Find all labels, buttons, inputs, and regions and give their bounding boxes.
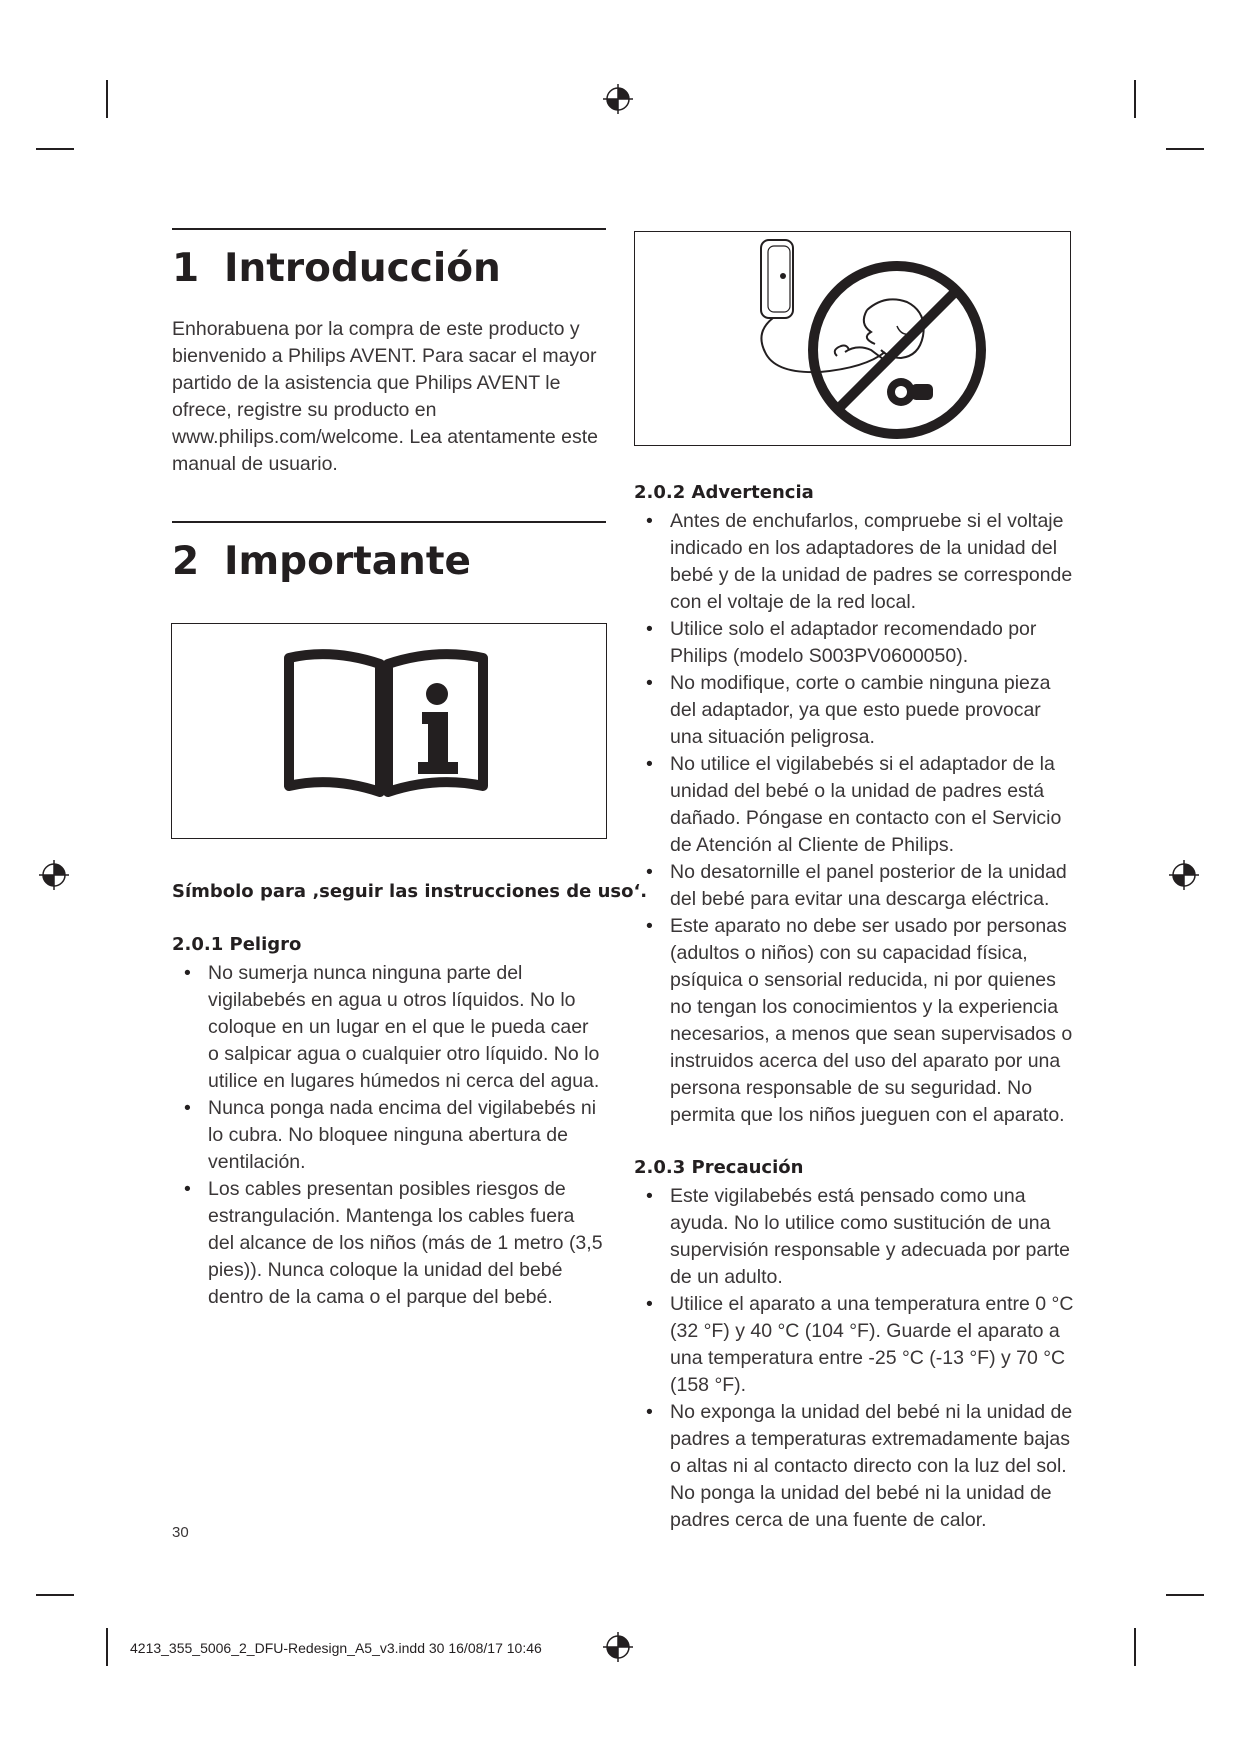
section-divider [172, 521, 606, 523]
list-item: • Este aparato no debe ser usado por personas (adultos o niños) con su capacidad física, psíquica o sensorial reducida, ni por quienes no tengan los conocimientos y la experiencia necesarios, a menos que sean supervisados o instruidos acerca del uso del aparato por una persona responsable de su seguridad. No permita que los niños jueguen con el aparato. [646, 913, 1076, 1129]
precaucion-heading: 2.0.3 Precaución [634, 1157, 804, 1178]
precaucion-list [646, 1183, 1076, 1534]
symbol-caption: Símbolo para ‚seguir las instrucciones de uso‘. [172, 881, 648, 902]
list-item: • Antes de enchufarlos, compruebe si el voltaje indicado en los adaptadores de la unidad del bebé y de la unidad de padres se corresponde con el voltaje de la red local. [646, 508, 1076, 616]
peligro-list [184, 960, 604, 1311]
page-number: 30 [172, 1524, 189, 1541]
crop-mark [36, 148, 74, 150]
crop-mark [106, 1628, 108, 1666]
section-divider [172, 228, 606, 230]
crop-mark [1166, 1594, 1204, 1596]
list-item: • Este vigilabebés está pensado como una ayuda. No lo utilice como sustitución de una supervisión responsable y adecuada por parte de un adulto. [646, 1183, 1076, 1291]
section-2-number: 2 [172, 539, 200, 584]
section-1-number: 1 [172, 246, 200, 291]
advertencia-heading: 2.0.2 Advertencia [634, 482, 814, 503]
list-item: • No desatornille el panel posterior de la unidad del bebé para evitar una descarga eléctrica. [646, 859, 1076, 913]
section-2-heading [172, 539, 471, 584]
peligro-heading: 2.0.1 Peligro [172, 934, 302, 955]
crop-mark [36, 1594, 74, 1596]
crop-mark [1134, 80, 1136, 118]
symbol-figure [171, 623, 607, 839]
advertencia-list [646, 508, 1076, 1129]
crop-mark [1134, 1628, 1136, 1666]
list-item: • No exponga la unidad del bebé ni la unidad de padres a temperaturas extremadamente bajas o altas ni al contacto directo con la luz del sol. No ponga la unidad del bebé ni la unidad de padres cerca de una fuente de calor. [646, 1399, 1076, 1534]
registration-mark-icon [1169, 860, 1199, 890]
warning-figure [634, 231, 1071, 446]
crop-mark [1166, 148, 1204, 150]
list-item: • Nunca ponga nada encima del vigilabebés ni lo cubra. No bloquee ninguna abertura de ventilación. [184, 1095, 604, 1176]
list-item: • Los cables presentan posibles riesgos de estrangulación. Mantenga los cables fuera del alcance de los niños (más de 1 metro (3,5 pies)). Nunca coloque la unidad del bebé dentro de la cama o el parque del bebé. [184, 1176, 604, 1311]
no-cable-near-baby-icon [635, 232, 1069, 444]
section-1-title: Introducción [224, 246, 501, 291]
section-2-title: Importante [224, 539, 471, 584]
crop-mark [106, 80, 108, 118]
intro-paragraph: Enhorabuena por la compra de este producto y bienvenido a Philips AVENT. Para sacar el mayor partido de la asistencia que Philips AVENT le ofrece, registre su producto en www.philips.com/welcome. Lea atentamente este manual de usuario. [172, 318, 598, 475]
list-item: • No modifique, corte o cambie ninguna pieza del adaptador, ya que esto puede provocar una situación peligrosa. [646, 670, 1076, 751]
list-item: • Utilice solo el adaptador recomendado por Philips (modelo S003PV0600050). [646, 616, 1076, 670]
registration-mark-icon [603, 84, 633, 114]
section-1-heading [172, 246, 501, 291]
manual-info-icon [172, 624, 605, 837]
registration-mark-icon [39, 860, 69, 890]
list-item: • No utilice el vigilabebés si el adaptador de la unidad del bebé o la unidad de padres está dañado. Póngase en contacto con el Servicio de Atención al Cliente de Philips. [646, 751, 1076, 859]
registration-mark-icon [603, 1632, 633, 1662]
print-slug: 4213_355_5006_2_DFU-Redesign_A5_v3.indd 30 16/08/17 10:46 [130, 1640, 542, 1656]
list-item: • Utilice el aparato a una temperatura entre 0 °C (32 °F) y 40 °C (104 °F). Guarde el aparato a una temperatura entre -25 °C (-13 °F) y 70 °C (158 °F). [646, 1291, 1076, 1399]
list-item: • No sumerja nunca ninguna parte del vigilabebés en agua u otros líquidos. No lo coloque en un lugar en el que le pueda caer o salpicar agua o cualquier otro líquido. No lo utilice en lugares húmedos ni cerca del agua. [184, 960, 604, 1095]
